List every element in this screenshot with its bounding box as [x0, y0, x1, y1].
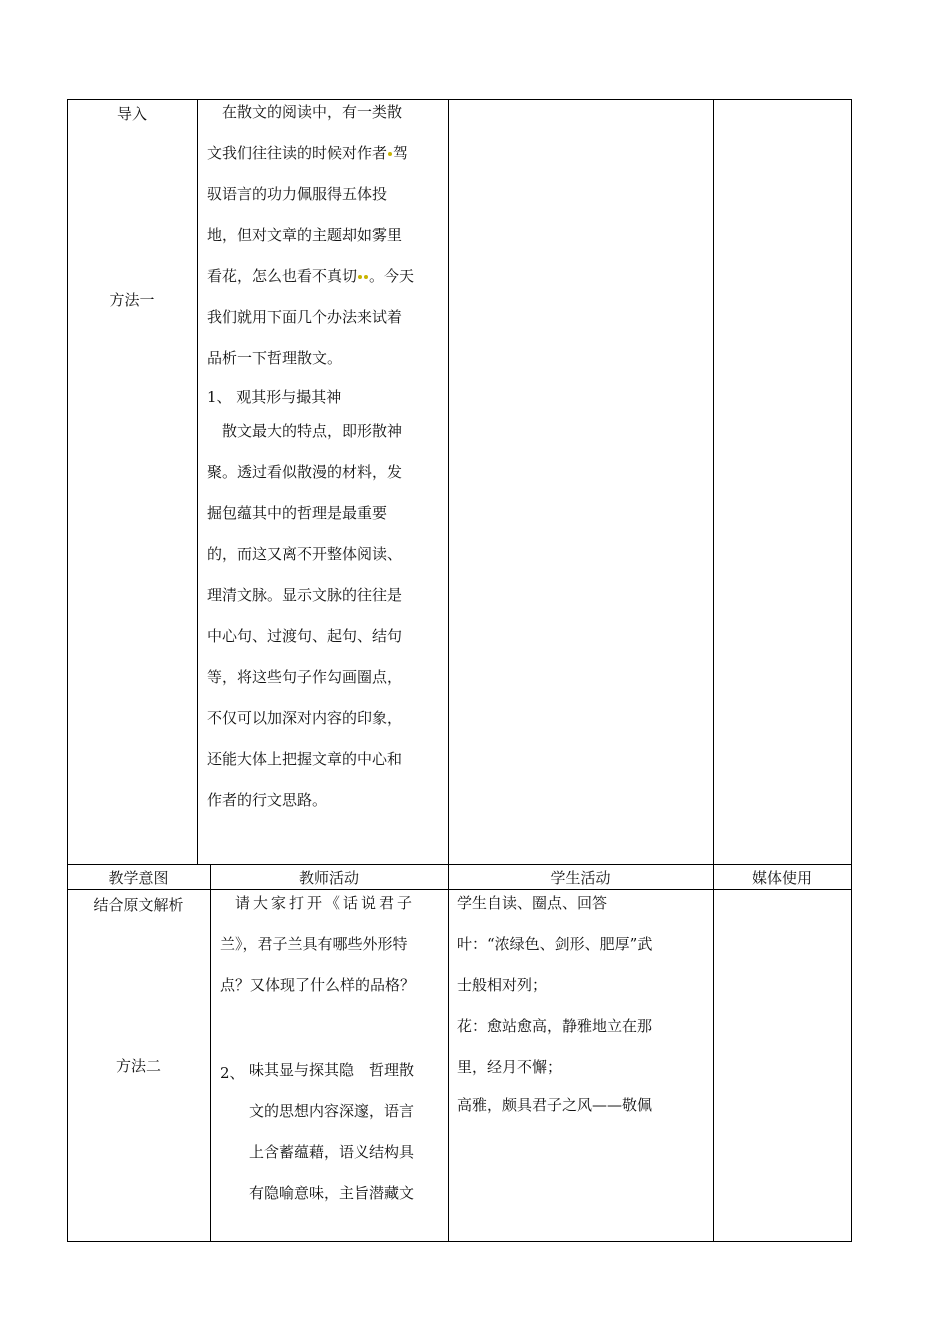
header-media-use: 媒体使用 — [751, 869, 812, 887]
step-one-paragraph — [207, 411, 442, 821]
intro-line: 地，但对文章的主题却如雾里 — [207, 226, 403, 244]
header-student-activity: 学生活动 — [550, 869, 611, 887]
student-line: 里，经月不懈； — [457, 1058, 563, 1076]
teacher-line: 请大家打开《话说君子 — [235, 894, 416, 912]
student-line: 花：愈站愈高，静雅地立在那 — [457, 1017, 653, 1035]
step-one-line: 掘包蕴其中的哲理是最重要 — [207, 504, 388, 522]
upper-col-divider-1 — [197, 99, 198, 865]
intro-line: 在散文的阅读中，有一类散 — [222, 103, 403, 121]
step-one-line: 中心句、过渡句、起句、结句 — [207, 627, 403, 645]
step-one-line: 作者的行文思路。 — [207, 791, 328, 809]
step-one-line: 散文最大的特点，即形散神 — [222, 422, 403, 440]
step-two-number: 2、 — [220, 1064, 245, 1082]
method-two-label: 方法二 — [115, 1057, 161, 1075]
intro-line: 文我们往往读的时候对作者 驾 — [207, 144, 409, 162]
step-one-line: 聚。透过看似散漫的材料，发 — [207, 463, 403, 481]
intro-paragraph — [207, 92, 442, 379]
teacher-question — [220, 883, 442, 1006]
student-line: 叶：“浓绿色、剑形、肥厚”武 — [457, 935, 653, 953]
annotation-mark — [388, 152, 392, 156]
table-bottom-border — [67, 1241, 852, 1242]
step-two-line: 上含蓄蕴藉，语义结构具 — [249, 1143, 415, 1161]
intro-line: 品析一下哲理散文。 — [207, 349, 343, 367]
step-one-line: 的，而这又离不开整体阅读、 — [207, 545, 403, 563]
step-one-line: 等，将这些句子作勾画圈点， — [207, 668, 403, 686]
teaching-intent-cell: 结合原文解析 — [93, 896, 184, 914]
student-line: 高雅，颇具君子之风——敬佩 — [457, 1096, 653, 1114]
step-two-paragraph — [249, 1050, 444, 1214]
step-one-line: 还能大体上把握文章的中心和 — [207, 750, 403, 768]
table-top-border — [67, 99, 852, 100]
student-line: 学生自读、圈点、回答 — [457, 894, 608, 912]
intro-line: 看花，怎么也看不真切 。今天 — [207, 267, 415, 285]
intro-line: 驭语言的功力佩服得五体投 — [207, 185, 388, 203]
annotation-mark — [364, 275, 368, 279]
step-one-line: 理清文脉。显示文脉的往往是 — [207, 586, 403, 604]
header-teaching-intent: 教学意图 — [108, 869, 169, 887]
lower-col-divider-1 — [210, 864, 211, 1242]
annotation-mark — [358, 275, 362, 279]
intro-label: 导入 — [116, 105, 147, 123]
student-line: 士般相对列； — [457, 976, 548, 994]
step-one-title: 1、 观其形与撮其神 — [207, 388, 342, 406]
header-teacher-activity: 教师活动 — [298, 869, 359, 887]
step-two-line: 文的思想内容深邃，语言 — [249, 1102, 415, 1120]
step-two-line: 味其显与探其隐 哲理散 — [249, 1061, 415, 1079]
teacher-line: 点？又体现了什么样的品格？ — [220, 976, 416, 994]
step-one-line: 不仅可以加深对内容的印象， — [207, 709, 403, 727]
intro-line: 我们就用下面几个办法来试着 — [207, 308, 403, 326]
col-divider-2 — [448, 99, 449, 1242]
header-row-top-border — [67, 864, 852, 865]
table-right-border — [851, 99, 852, 1242]
step-two-line: 有隐喻意味，主旨潜藏文 — [249, 1184, 415, 1202]
student-activity — [457, 884, 709, 1124]
teacher-line: 兰》，君子兰具有哪些外形特 — [220, 935, 408, 953]
col-divider-3 — [713, 99, 714, 1242]
method-one-label: 方法一 — [109, 291, 155, 309]
